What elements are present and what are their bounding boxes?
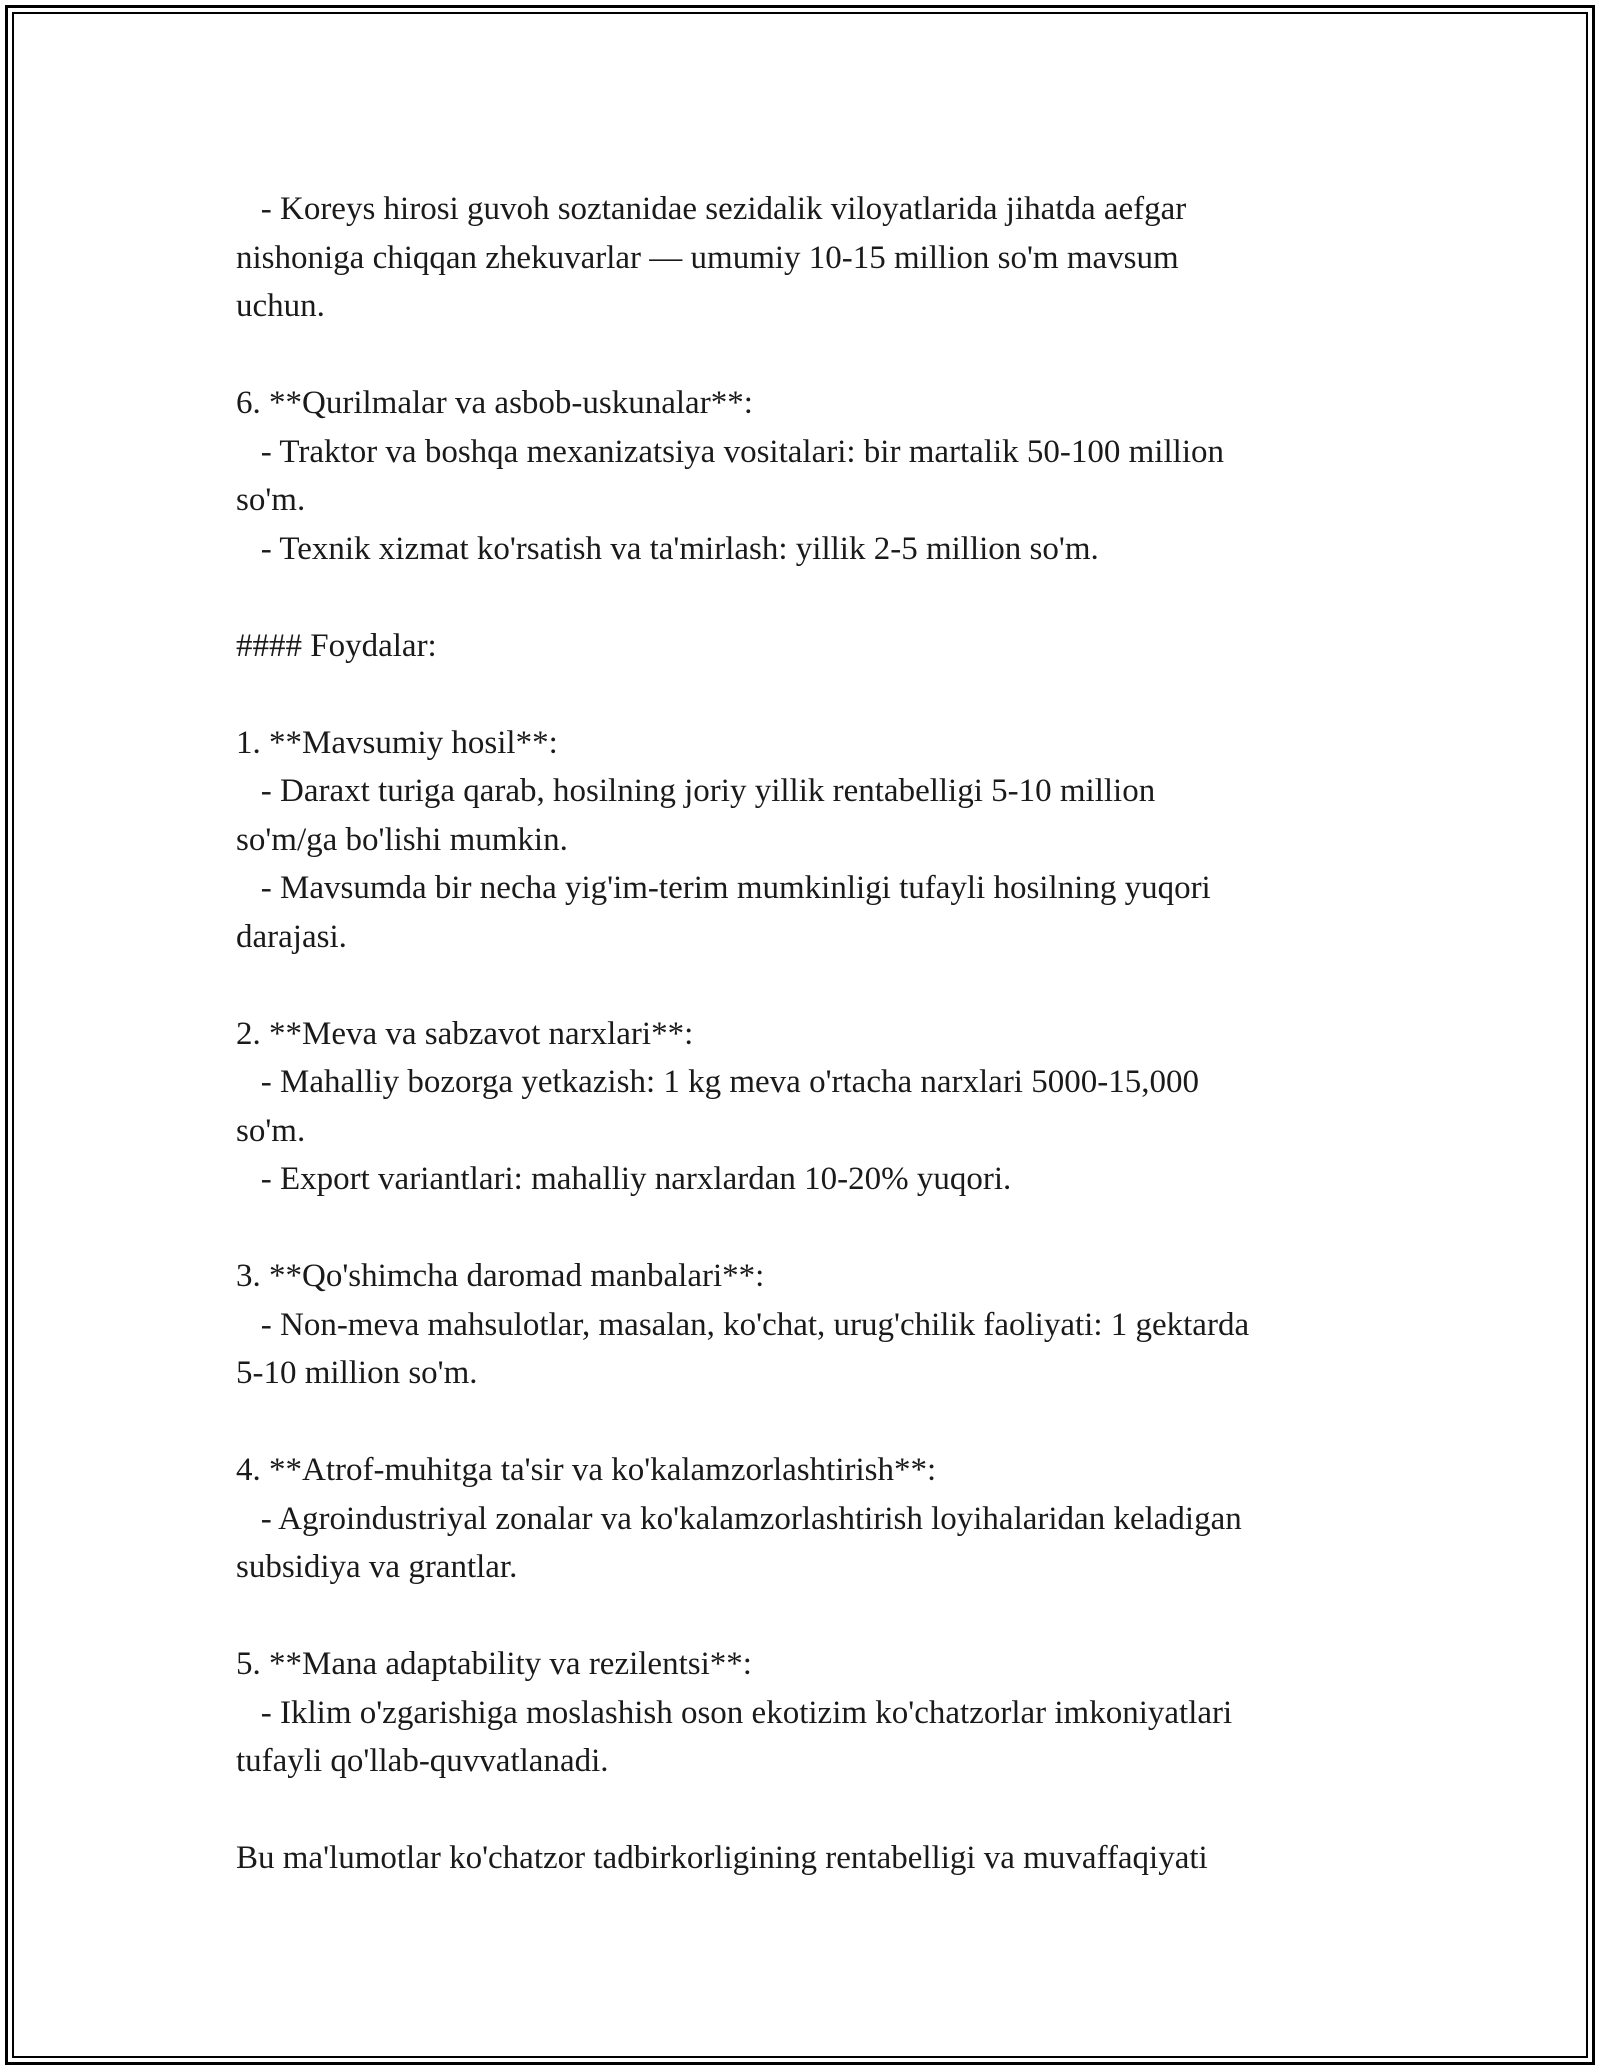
document-body [236, 185, 1386, 1883]
text-line: uchun. [236, 288, 325, 324]
text-line: - Non-meva mahsulotlar, masalan, ko'chat, urug'chilik faoliyati: 1 gektarda [236, 1306, 1250, 1343]
text-line: - Agroindustriyal zonalar va ko'kalamzorlashtirish loyihalaridan keladigan [236, 1500, 1242, 1537]
blank-line [236, 573, 1386, 622]
text-line: so'm. [236, 1112, 306, 1149]
text-line: tufayli qo'llab-quvvatlanadi. [236, 1743, 609, 1779]
text-line: 3. **Qo'shimcha daromad manbalari**: [236, 1258, 765, 1294]
text-line: #### Foydalar: [236, 627, 437, 664]
text-line: - Mavsumda bir necha yig'im-terim mumkinligi tufayli hosilning yuqori [236, 870, 1211, 906]
text-line: 6. **Qurilmalar va asbob-uskunalar**: [236, 385, 753, 421]
text-line: darajasi. [236, 918, 347, 955]
text-line: - Iklim o'zgarishiga moslashish oson ekotizim ko'chatzorlar imkoniyatlari [236, 1694, 1233, 1731]
text-line: 2. **Meva va sabzavot narxlari**: [236, 1015, 694, 1052]
blank-line [236, 961, 1386, 1010]
text-line: - Mahalliy bozorga yetkazish: 1 kg meva o'rtacha narxlari 5000-15,000 [236, 1064, 1199, 1100]
text-line: 4. **Atrof-muhitga ta'sir va ko'kalamzorlashtirish**: [236, 1452, 937, 1488]
text-line: 1. **Mavsumiy hosil**: [236, 724, 558, 761]
text-line: 5. **Mana adaptability va rezilentsi**: [236, 1646, 752, 1682]
text-line: subsidiya va grantlar. [236, 1549, 518, 1585]
text-line: - Traktor va boshqa mexanizatsiya vositalari: bir martalik 50-100 million [236, 433, 1224, 470]
text-line: so'm/ga bo'lishi mumkin. [236, 821, 568, 858]
blank-line [236, 1786, 1386, 1835]
text-line: so'm. [236, 482, 306, 518]
blank-line [236, 1592, 1386, 1641]
text-line: nishoniga chiqqan zhekuvarlar — umumiy 10-15 million so'm mavsum [236, 239, 1179, 276]
blank-line [236, 670, 1386, 719]
blank-line [236, 1204, 1386, 1253]
text-line: - Koreys hirosi guvoh soztanidae sezidalik viloyatlarida jihatda aefgar [236, 191, 1187, 227]
text-line: Bu ma'lumotlar ko'chatzor tadbirkorligining rentabelligi va muvaffaqiyati [236, 1840, 1208, 1876]
text-line: - Daraxt turiga qarab, hosilning joriy yillik rentabelligi 5-10 million [236, 773, 1156, 809]
text-line: 5-10 million so'm. [236, 1355, 478, 1391]
blank-line [236, 331, 1386, 380]
text-line: - Export variantlari: mahalliy narxlardan 10-20% yuqori. [236, 1161, 1012, 1197]
blank-line [236, 1398, 1386, 1447]
text-line: - Texnik xizmat ko'rsatish va ta'mirlash: yillik 2-5 million so'm. [236, 530, 1099, 567]
